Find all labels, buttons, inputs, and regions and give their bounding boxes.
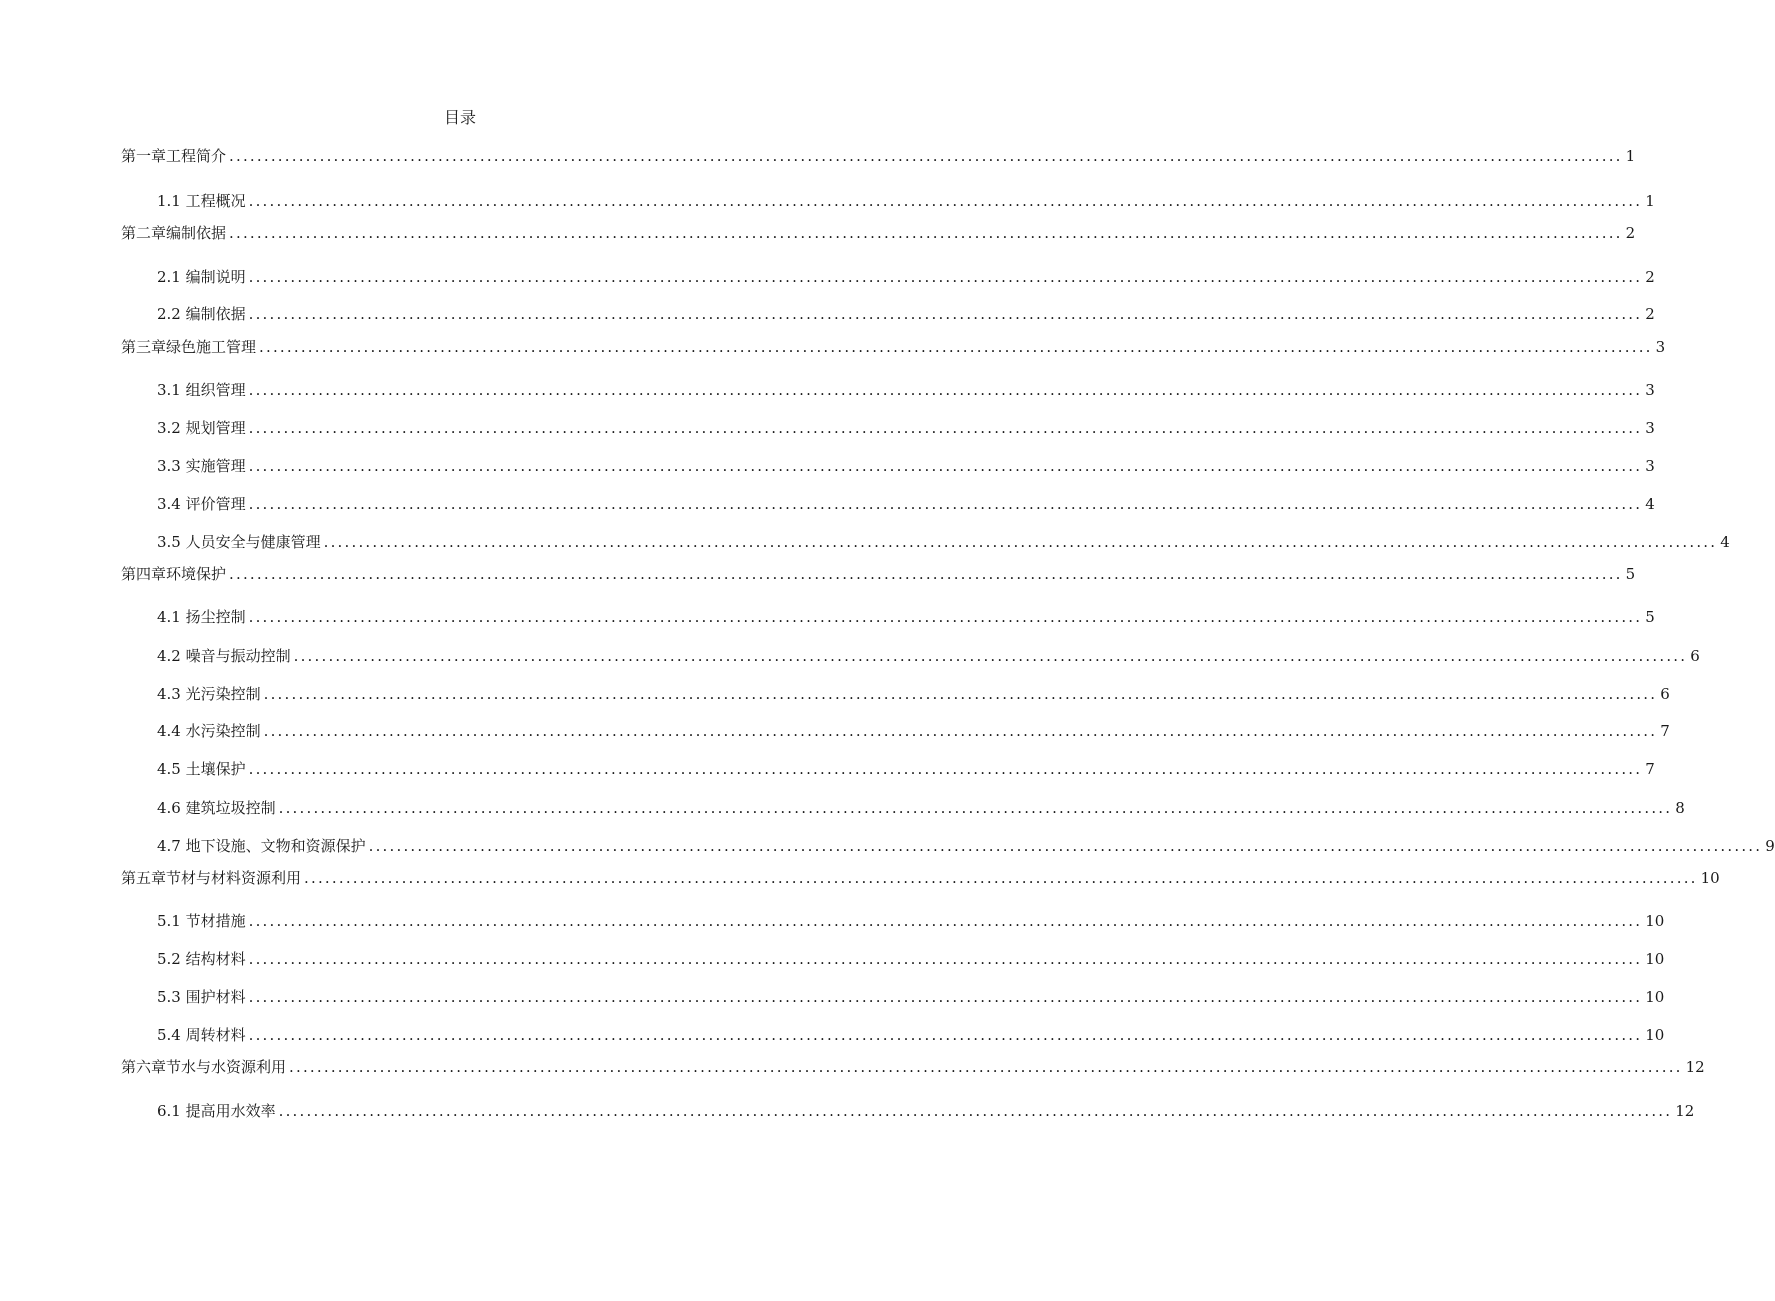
dot-leader: ........................................................................................................................................................................................................ xyxy=(304,869,1698,887)
toc-entry-label: 3.5 人员安全与健康管理 xyxy=(157,533,321,551)
dot-leader: ........................................................................................................................................................................................................ xyxy=(368,837,1763,855)
toc-chapter-entry[interactable] xyxy=(121,145,1636,167)
toc-section-entry[interactable] xyxy=(157,531,1730,553)
toc-entry-label: 5.3 围护材料 xyxy=(157,988,246,1006)
toc-page-number: 1 xyxy=(1625,147,1636,165)
toc-page-number: 5 xyxy=(1625,565,1636,583)
toc-section-entry[interactable] xyxy=(157,303,1655,325)
dot-leader: ........................................................................................................................................................................................................ xyxy=(323,533,1718,551)
toc-entry-label: 4.4 水污染控制 xyxy=(157,722,261,740)
toc-page-number: 7 xyxy=(1660,722,1670,740)
toc-entry-label: 3.1 组织管理 xyxy=(157,381,246,399)
toc-section-entry[interactable] xyxy=(157,455,1655,477)
toc-section-entry[interactable] xyxy=(157,758,1655,780)
toc-section-entry[interactable] xyxy=(157,835,1775,857)
dot-leader: ........................................................................................................................................................................................................ xyxy=(229,147,1623,165)
toc-entry-label: 4.2 噪音与振动控制 xyxy=(157,647,291,665)
toc-page-number: 3 xyxy=(1645,419,1655,437)
dot-leader: ........................................................................................................................................................................................................ xyxy=(248,419,1643,437)
toc-section-entry[interactable] xyxy=(157,1100,1695,1122)
dot-leader: ........................................................................................................................................................................................................ xyxy=(248,457,1643,475)
dot-leader: ........................................................................................................................................................................................................ xyxy=(229,224,1623,242)
dot-leader: ........................................................................................................................................................................................................ xyxy=(248,381,1643,399)
toc-entry-label: 4.6 建筑垃圾控制 xyxy=(157,799,276,817)
toc-page-number: 4 xyxy=(1720,533,1730,551)
dot-leader: ........................................................................................................................................................................................................ xyxy=(248,305,1643,323)
toc-chapter-entry[interactable] xyxy=(121,563,1636,585)
toc-page-number: 12 xyxy=(1685,1058,1705,1076)
toc-entry-label: 5.1 节材措施 xyxy=(157,912,246,930)
dot-leader: ........................................................................................................................................................................................................ xyxy=(289,1058,1683,1076)
dot-leader: ........................................................................................................................................................................................................ xyxy=(248,988,1643,1006)
toc-page-number: 6 xyxy=(1690,647,1700,665)
toc-section-entry[interactable] xyxy=(157,910,1665,932)
toc-page-number: 10 xyxy=(1700,869,1720,887)
toc-page-number: 4 xyxy=(1645,495,1655,513)
toc-page-number: 10 xyxy=(1645,988,1665,1006)
toc-page-number: 1 xyxy=(1645,192,1655,210)
toc-chapter-entry[interactable] xyxy=(121,222,1636,244)
toc-chapter-entry[interactable] xyxy=(121,336,1666,358)
dot-leader: ........................................................................................................................................................................................................ xyxy=(263,685,1658,703)
toc-section-entry[interactable] xyxy=(157,1024,1665,1046)
toc-page-number: 8 xyxy=(1675,799,1685,817)
toc-title: 目录 xyxy=(443,108,476,127)
toc-entry-label: 第三章绿色施工管理 xyxy=(121,338,257,356)
toc-chapter-entry[interactable] xyxy=(121,1056,1705,1078)
dot-leader: ........................................................................................................................................................................................................ xyxy=(229,565,1623,583)
dot-leader: ........................................................................................................................................................................................................ xyxy=(248,950,1643,968)
toc-page-number: 2 xyxy=(1645,268,1655,286)
toc-entry-label: 4.7 地下设施、文物和资源保护 xyxy=(157,837,366,855)
dot-leader: ........................................................................................................................................................................................................ xyxy=(248,192,1643,210)
toc-section-entry[interactable] xyxy=(157,493,1655,515)
toc-entry-label: 第四章环境保护 xyxy=(121,565,227,583)
toc-entry-label: 2.1 编制说明 xyxy=(157,268,246,286)
toc-entry-label: 4.5 土壤保护 xyxy=(157,760,246,778)
toc-page-number: 2 xyxy=(1625,224,1636,242)
dot-leader: ........................................................................................................................................................................................................ xyxy=(278,1102,1673,1120)
toc-section-entry[interactable] xyxy=(157,417,1655,439)
toc-page-number: 10 xyxy=(1645,1026,1665,1044)
toc-entry-label: 1.1 工程概况 xyxy=(157,192,246,210)
toc-page-number: 10 xyxy=(1645,912,1665,930)
toc-entry-label: 4.1 扬尘控制 xyxy=(157,608,246,626)
toc-section-entry[interactable] xyxy=(157,720,1670,742)
toc-chapter-entry[interactable] xyxy=(121,867,1720,889)
dot-leader: ........................................................................................................................................................................................................ xyxy=(278,799,1673,817)
toc-section-entry[interactable] xyxy=(157,379,1655,401)
toc-section-entry[interactable] xyxy=(157,645,1700,667)
toc-section-entry[interactable] xyxy=(157,683,1670,705)
toc-page-number: 2 xyxy=(1645,305,1655,323)
toc-entry-label: 4.3 光污染控制 xyxy=(157,685,261,703)
toc-page-number: 6 xyxy=(1660,685,1670,703)
toc-section-entry[interactable] xyxy=(157,986,1665,1008)
toc-section-entry[interactable] xyxy=(157,266,1655,288)
toc-section-entry[interactable] xyxy=(157,948,1665,970)
dot-leader: ........................................................................................................................................................................................................ xyxy=(259,338,1653,356)
toc-entry-label: 3.4 评价管理 xyxy=(157,495,246,513)
toc-entry-label: 5.4 周转材料 xyxy=(157,1026,246,1044)
toc-page-number: 7 xyxy=(1645,760,1655,778)
toc-entry-label: 第六章节水与水资源利用 xyxy=(121,1058,287,1076)
toc-entry-label: 2.2 编制依据 xyxy=(157,305,246,323)
dot-leader: ........................................................................................................................................................................................................ xyxy=(248,1026,1643,1044)
dot-leader: ........................................................................................................................................................................................................ xyxy=(293,647,1688,665)
toc-section-entry[interactable] xyxy=(157,190,1655,212)
toc-page-number: 10 xyxy=(1645,950,1665,968)
toc-section-entry[interactable] xyxy=(157,606,1655,628)
toc-page-number: 3 xyxy=(1645,457,1655,475)
dot-leader: ........................................................................................................................................................................................................ xyxy=(263,722,1658,740)
dot-leader: ........................................................................................................................................................................................................ xyxy=(248,760,1643,778)
dot-leader: ........................................................................................................................................................................................................ xyxy=(248,495,1643,513)
toc-page-number: 9 xyxy=(1765,837,1775,855)
toc-entry-label: 3.3 实施管理 xyxy=(157,457,246,475)
toc-entry-label: 6.1 提高用水效率 xyxy=(157,1102,276,1120)
toc-entry-label: 第一章工程简介 xyxy=(121,147,227,165)
toc-entry-label: 第五章节材与材料资源利用 xyxy=(121,869,302,887)
toc-section-entry[interactable] xyxy=(157,797,1685,819)
dot-leader: ........................................................................................................................................................................................................ xyxy=(248,912,1643,930)
dot-leader: ........................................................................................................................................................................................................ xyxy=(248,268,1643,286)
toc-entry-label: 5.2 结构材料 xyxy=(157,950,246,968)
toc-page-number: 5 xyxy=(1645,608,1655,626)
toc-entry-label: 3.2 规划管理 xyxy=(157,419,246,437)
toc-page-number: 3 xyxy=(1645,381,1655,399)
toc-page-number: 3 xyxy=(1655,338,1666,356)
dot-leader: ........................................................................................................................................................................................................ xyxy=(248,608,1643,626)
toc-entry-label: 第二章编制依据 xyxy=(121,224,227,242)
toc-page-number: 12 xyxy=(1675,1102,1695,1120)
